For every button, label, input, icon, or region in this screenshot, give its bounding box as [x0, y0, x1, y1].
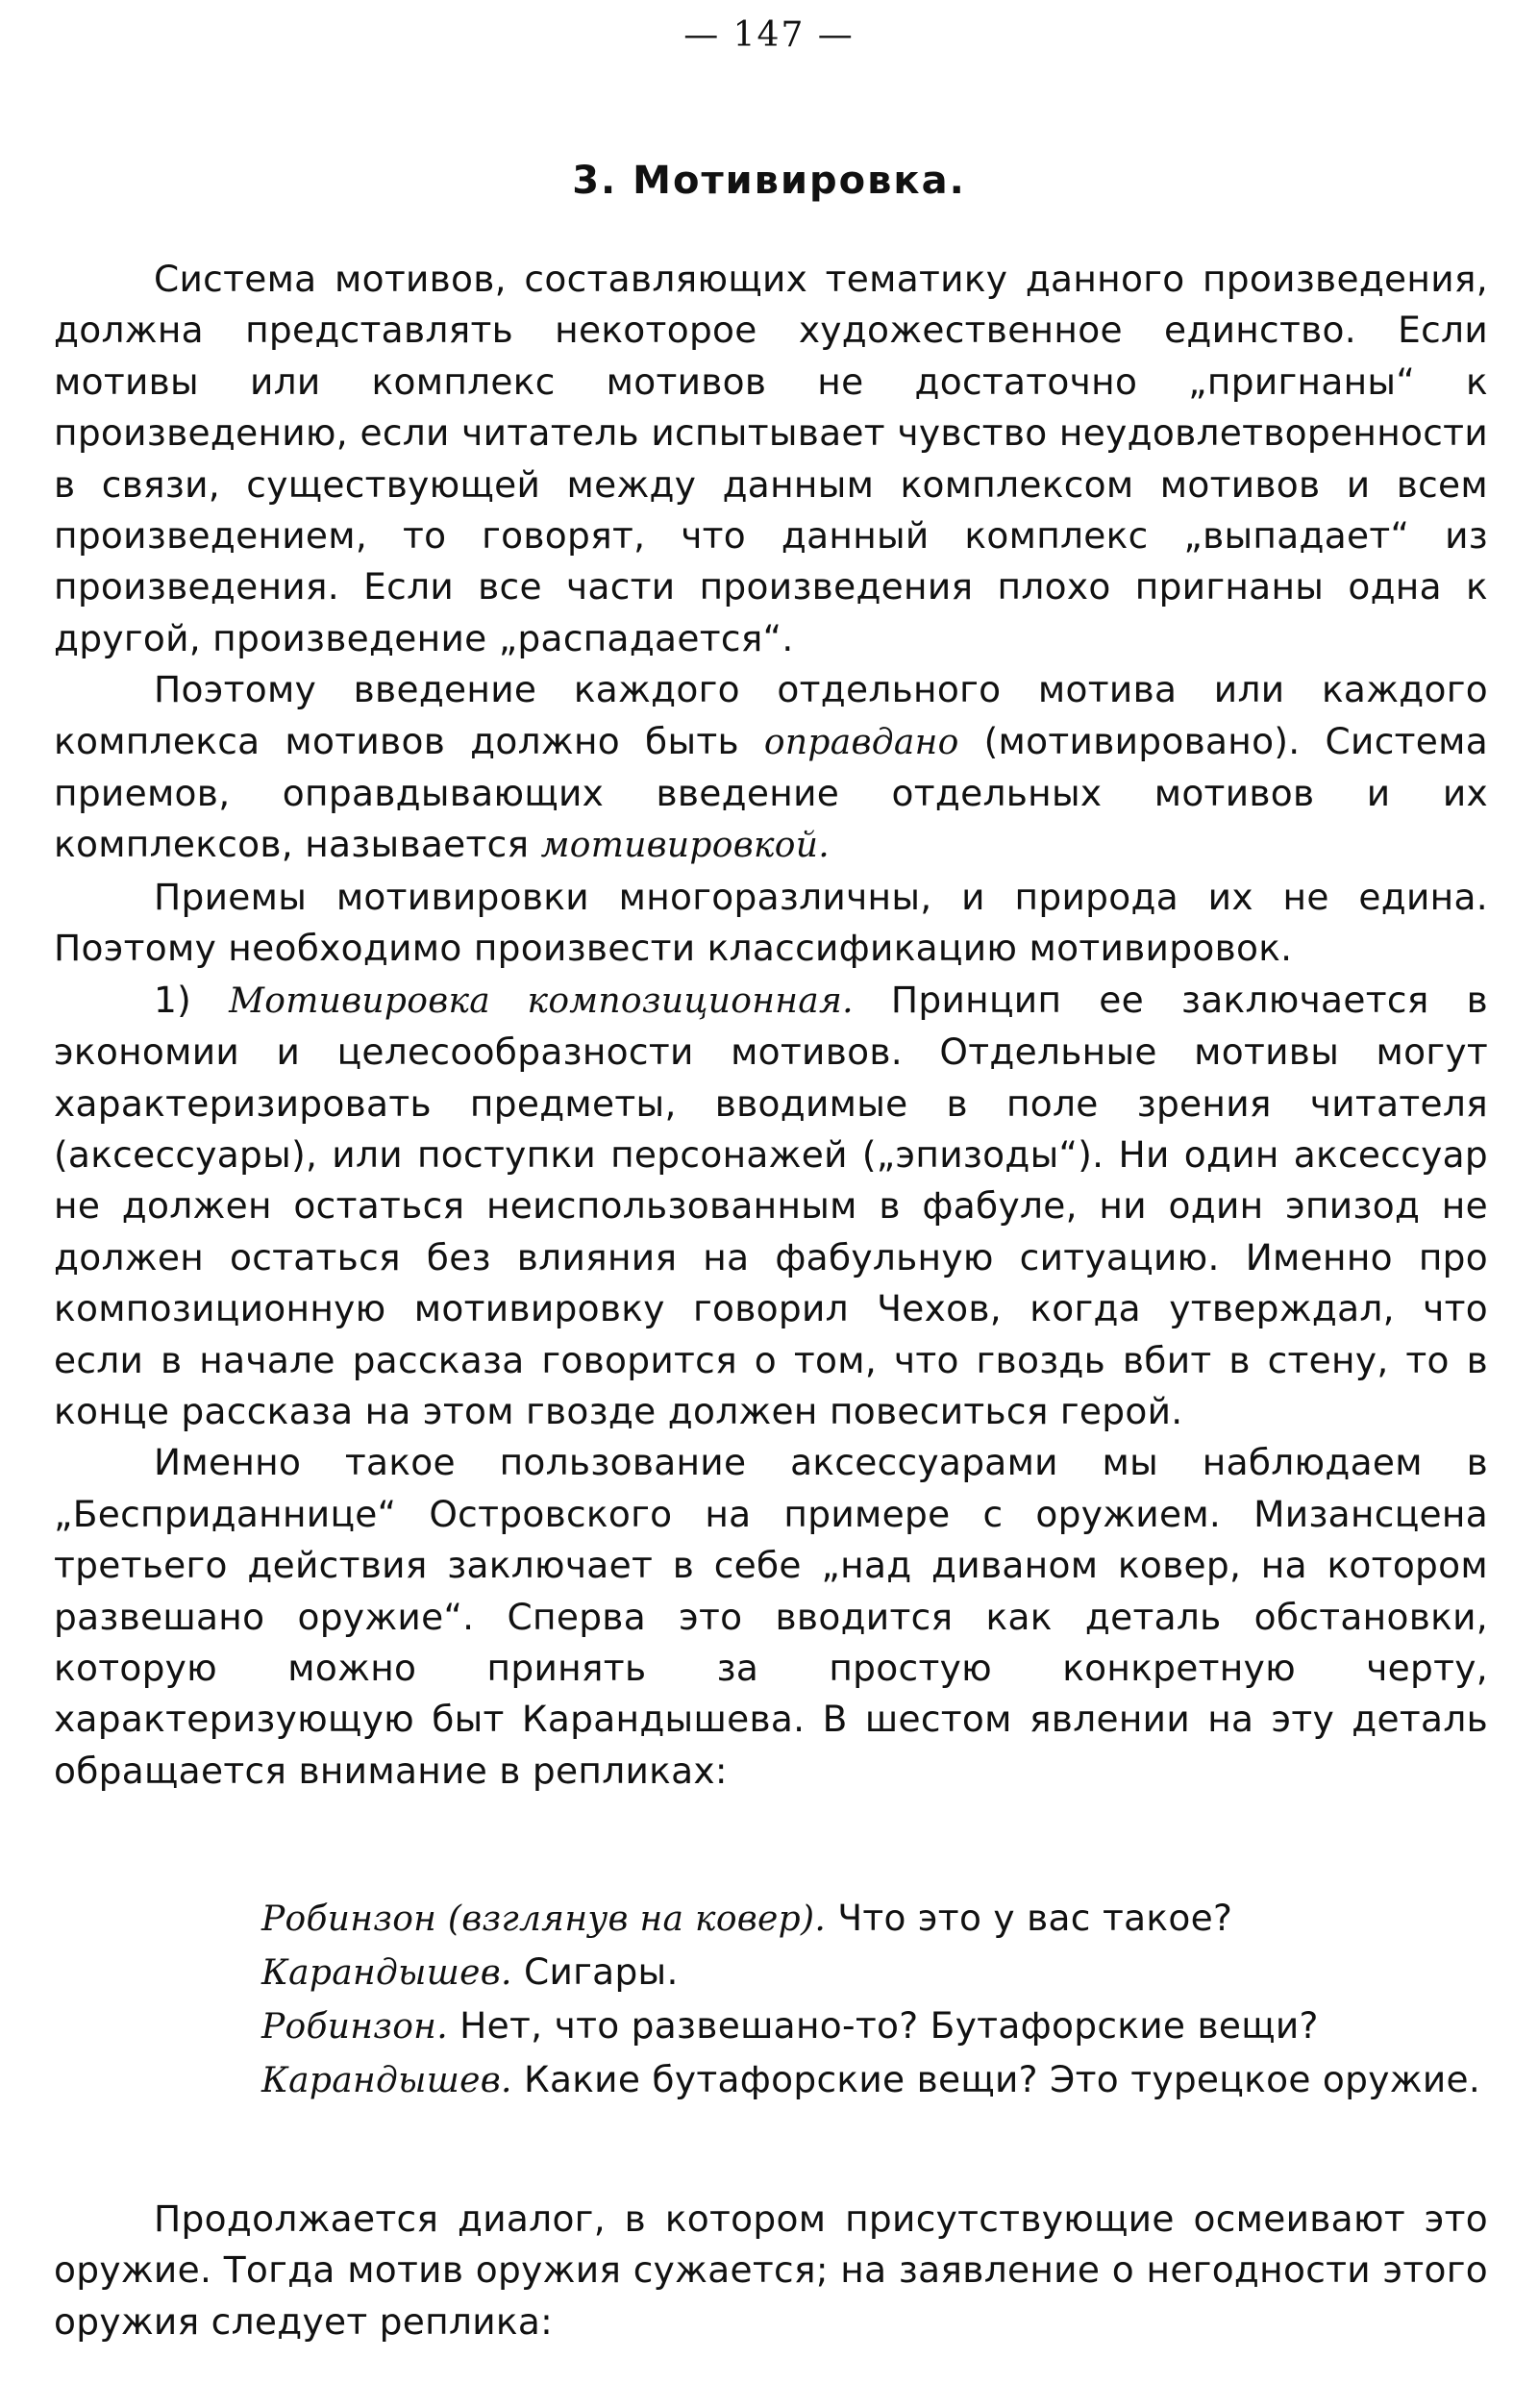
paragraph-5: Именно такое пользование аксессуарами мы наблюдаем в „Бесприданнице“ Островского на примере с оружием. Мизансцена третьего действия заключает в себе „над диваном ковер, на котором развешано оружие“. Сперва это вводится как деталь обстановки, которую можно принять за простую конкретную черту, характеризующую быт Карандышева. В шестом явлении на эту деталь обращается внимание в репликах:: [54, 1441, 1488, 1792]
paragraph-4-number: 1): [154, 978, 230, 1021]
paragraph-2-text-b: (мотивировано). Система приемов, оправдывающих введение отдельных мотивов и их комплексов, называется: [54, 719, 1488, 866]
dialogue-text: Нет, что развешано-то? Бутафорские вещи?: [447, 2004, 1319, 2047]
dialogue-text: Какие бутафорские вещи? Это турецкое оружие.: [511, 2058, 1481, 2100]
dialogue-text: Что это у вас такое?: [826, 1897, 1233, 1939]
paragraph-4: [54, 975, 1488, 1438]
paragraph-4-italic: Мотивировка композиционная.: [229, 981, 854, 1021]
dialogue-speaker: Карандышев.: [261, 1953, 512, 1993]
paragraph-2: [54, 664, 1488, 872]
page-number: — 147 —: [683, 15, 855, 55]
dialogue-text: Сигары.: [511, 1950, 679, 1993]
dialogue-line: [261, 1892, 1488, 1946]
continuation-text: [54, 2194, 1488, 2347]
dialogue-speaker: Карандышев.: [261, 2061, 512, 2100]
paragraph-2-italic-a: оправдано: [763, 722, 959, 762]
paragraph-1: Система мотивов, составляющих тематику данного произведения, должна представлять некоторое художественное единство. Если мотивы или комплекс мотивов не достаточно „пригнаны“ к произведению, если читатель испытывает чувство неудовлетворенности в связи, существующей между данным комплексом мотивов и всем произведением, то говорят, что данный комплекс „выпадает“ из произведения. Если все части произведения плохо пригнаны одна к другой, произведение „распадается“.: [54, 258, 1488, 659]
section-heading: 3. Мотивировка.: [572, 159, 966, 203]
paragraph-2-italic-b: мотивировкой.: [540, 826, 830, 866]
main-text: [54, 254, 1488, 1797]
dialogue-speaker: Робинзон (взглянув на ковер).: [261, 1899, 827, 1939]
paragraph-4-text: Принцип ее заключается в экономии и целесообразности мотивов. Отдельные мотивы могут характеризировать предметы, вводимые в поле зрения читателя (аксессуары), или поступки персонажей („эпизоды“). Ни один аксессуар не должен остаться неиспользованным в фабуле, ни один эпизод не должен остаться без влияния на фабульную ситуацию. Именно про композиционную мотивировку говорил Чехов, когда утверждал, что если в начале рассказа говорится о том, что гвоздь вбит в стену, то в конце рассказа на этом гвозде должен повеситься герой.: [54, 978, 1488, 1432]
dialogue-line: [261, 1999, 1488, 2053]
paragraph-2-text-a: Поэтому введение каждого отдельного мотива или каждого комплекса мотивов должно быть: [54, 668, 1488, 762]
dialogue-line: [261, 2053, 1488, 2107]
dialogue-speaker: Робинзон.: [261, 2007, 448, 2047]
dialogue-line: [261, 1946, 1488, 1999]
dialogue-block: [261, 1892, 1488, 2107]
paragraph-6: Продолжается диалог, в котором присутствующие осмеивают это оружие. Тогда мотив оружия сужается; на заявление о негодности этого оружия следует реплика:: [54, 2197, 1488, 2343]
paragraph-3: Приемы мотивировки многоразличны, и природа их не едина. Поэтому необходимо произвести классификацию мотивировок.: [54, 875, 1488, 970]
